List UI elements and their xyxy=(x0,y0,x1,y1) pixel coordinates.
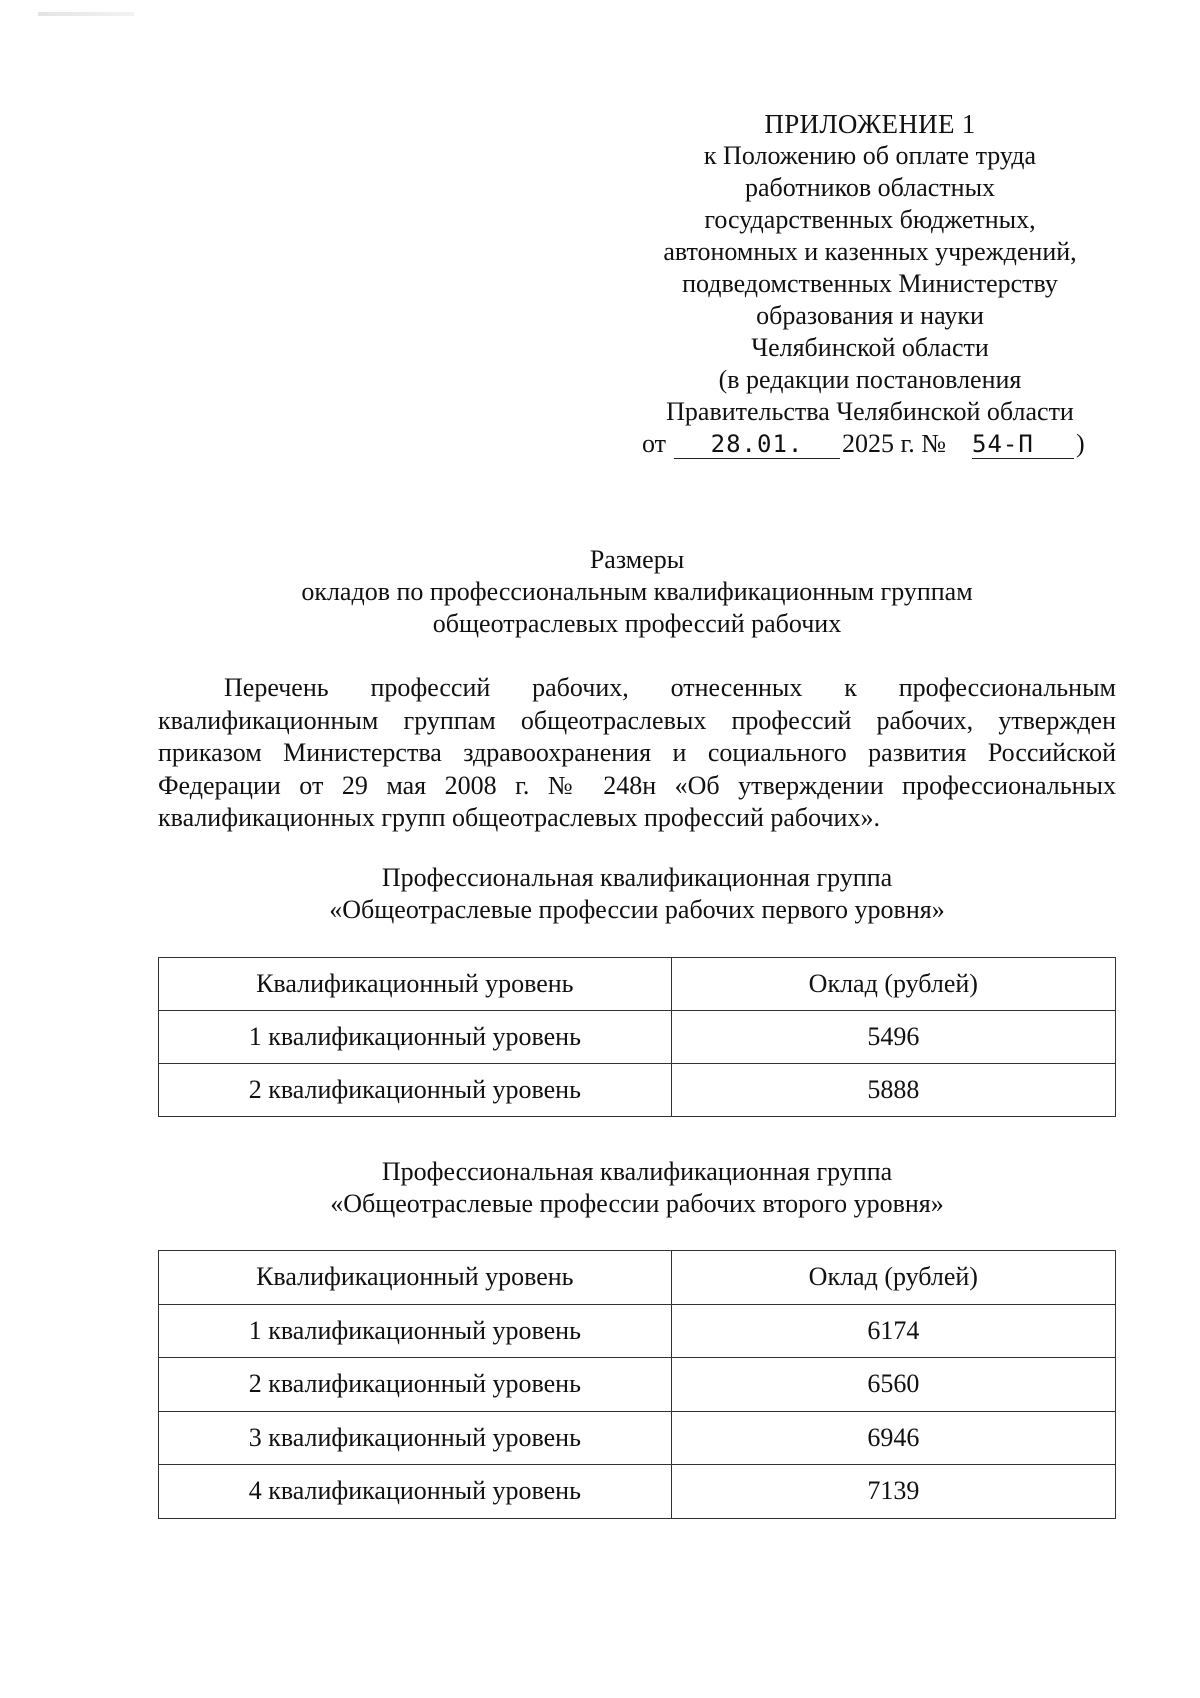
heading-line: общеотраслевых профессий рабочих xyxy=(432,609,842,638)
level-cell: 1 квалификационный уровень xyxy=(159,1011,672,1064)
resolution-number: 54-П xyxy=(972,430,1034,458)
scan-artifact xyxy=(38,12,134,16)
column-header-level: Квалификационный уровень xyxy=(159,958,672,1011)
column-header-salary: Оклад (рублей) xyxy=(671,1251,1115,1305)
table-row xyxy=(159,1411,1116,1465)
close-paren: ) xyxy=(1076,429,1085,458)
salary-cell: 6946 xyxy=(671,1411,1115,1465)
table-row xyxy=(159,1304,1116,1358)
appendix-title: ПРИЛОЖЕНИЕ 1 xyxy=(764,109,976,139)
appendix-line: к Положению об оплате труда xyxy=(703,141,1037,170)
appendix-header xyxy=(628,108,1112,462)
group-title-second-level xyxy=(158,1156,1116,1220)
document-heading xyxy=(158,544,1116,640)
group-title-line: «Общеотраслевые профессии рабочих первого уровня» xyxy=(329,895,945,924)
heading-line: Размеры xyxy=(589,545,685,574)
level-cell: 4 квалификационный уровень xyxy=(159,1465,672,1519)
number-field xyxy=(972,428,1074,459)
table-row xyxy=(159,1064,1116,1117)
appendix-line: государственных бюджетных, xyxy=(704,205,1036,234)
appendix-line: подведомственных Министерству xyxy=(682,269,1058,298)
date-value: 28.01. xyxy=(710,430,804,458)
level-cell: 2 квалификационный уровень xyxy=(159,1358,672,1412)
appendix-line: (в редакции постановления xyxy=(718,365,1022,394)
year-and-number-label: 2025 г. № xyxy=(842,429,947,458)
column-header-level: Квалификационный уровень xyxy=(159,1251,672,1305)
heading-line: окладов по профессиональным квалификационным группам xyxy=(301,577,973,606)
appendix-line: работников областных xyxy=(744,173,996,202)
appendix-line: Правительства Челябинской области xyxy=(666,397,1074,426)
appendix-line: автономных и казенных учреждений, xyxy=(663,237,1077,266)
group-title-line: Профессиональная квалификационная группа xyxy=(381,1157,893,1186)
salary-table-first-level xyxy=(158,957,1116,1117)
date-prefix: от xyxy=(642,429,667,458)
group-title-first-level xyxy=(158,862,1116,926)
table-header-row xyxy=(159,1251,1116,1305)
appendix-line: Челябинской области xyxy=(751,333,989,362)
level-cell: 3 квалификационный уровень xyxy=(159,1411,672,1465)
date-field xyxy=(674,428,840,459)
salary-cell: 6174 xyxy=(671,1304,1115,1358)
group-title-line: Профессиональная квалификационная группа xyxy=(381,863,893,892)
table-header-row xyxy=(159,958,1116,1011)
appendix-line: образования и науки xyxy=(756,301,984,330)
table-row xyxy=(159,1465,1116,1519)
salary-cell: 5496 xyxy=(671,1011,1115,1064)
salary-cell: 6560 xyxy=(671,1358,1115,1412)
salary-cell: 5888 xyxy=(671,1064,1115,1117)
salary-table-second-level xyxy=(158,1250,1116,1519)
level-cell: 2 квалификационный уровень xyxy=(159,1064,672,1117)
level-cell: 1 квалификационный уровень xyxy=(159,1304,672,1358)
table-row xyxy=(159,1358,1116,1412)
table-row xyxy=(159,1011,1116,1064)
column-header-salary: Оклад (рублей) xyxy=(671,958,1115,1011)
resolution-date-line xyxy=(628,428,1112,462)
group-title-line: «Общеотраслевые профессии рабочих второго уровня» xyxy=(330,1189,944,1218)
intro-paragraph: Перечень профессий рабочих, отнесенных к профессиональным квалификационным группам общеотраслевых профессий рабочих, утвержден приказом Министерства здравоохранения и социального развития Российской Федерации от 29 мая 2008 г. № 248н «Об утверждении профессиональных квалификационных групп общеотраслевых профессий рабочих». xyxy=(158,673,1116,832)
salary-cell: 7139 xyxy=(671,1465,1115,1519)
